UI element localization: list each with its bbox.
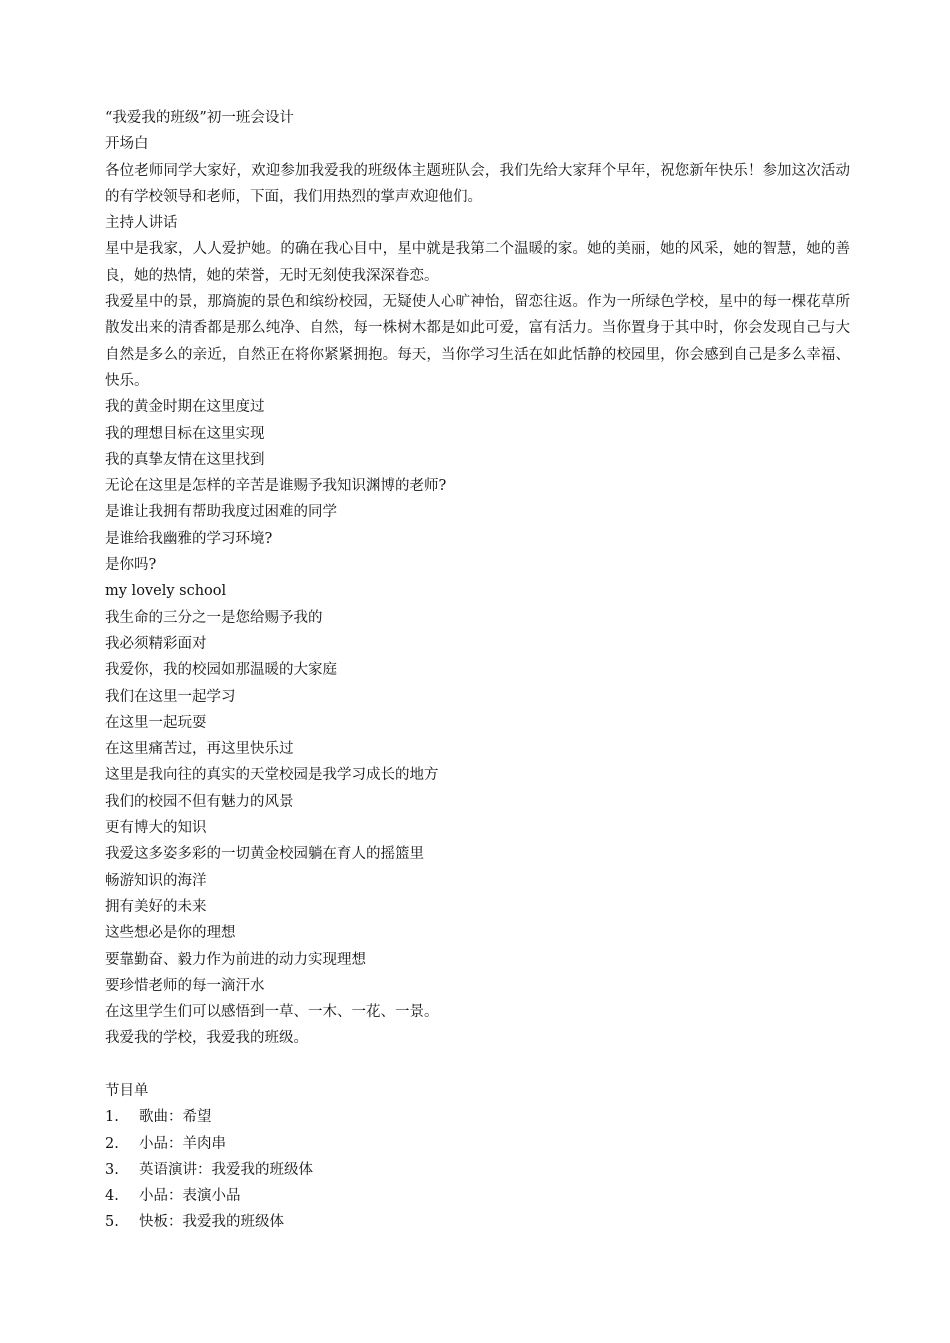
poem-line: 我们在这里一起学习: [105, 688, 236, 705]
poem-line: 在这里学生们可以感悟到一草、一木、一花、一景。: [105, 1004, 439, 1021]
poem-line: 更有博大的知识: [105, 820, 207, 837]
poem-line: 畅游知识的海洋: [105, 872, 207, 889]
program-item-text: 快板：我爱我的班级体: [139, 1214, 284, 1231]
poem: [105, 394, 850, 1051]
program-list: [105, 1104, 850, 1235]
program-item-text: 歌曲：希望: [139, 1109, 212, 1126]
poem-line: 是你吗?: [105, 557, 157, 574]
poem-line: 我必须精彩面对: [105, 635, 207, 652]
poem-line: 我爱我的学校，我爱我的班级。: [105, 1030, 308, 1047]
poem-line: 我爱你，我的校园如那温暖的大家庭: [105, 662, 337, 679]
poem-line: 要靠勤奋、毅力作为前进的动力实现理想: [105, 951, 366, 968]
poem-line: 我们的校园不但有魅力的风景: [105, 793, 294, 810]
program-item: [105, 1131, 850, 1157]
poem-line: 是谁给我幽雅的学习环境?: [105, 530, 273, 547]
host-heading: 主持人讲话: [105, 215, 178, 232]
poem-line: 我的黄金时期在这里度过: [105, 399, 265, 416]
blank-line: [105, 1052, 850, 1078]
host-paragraph-2: 我爱星中的景，那旖旎的景色和缤纷校园，无疑使人心旷神怡，留恋往返。作为一所绿色学校，星中的每一棵花草所散发出来的清香都是那么纯净、自然，每一株树木都是如此可爱，富有活力。当你置身于其中时，你会发现自己与大自然是多么的亲近，自然正在将你紧紧拥抱。每天，当你学习生活在如此恬静的校园里，你会感到自己是多么幸福、快乐。: [105, 294, 850, 389]
program-heading: 节目单: [105, 1082, 149, 1099]
program-item-number: 5.: [105, 1214, 119, 1231]
program-item-text: 小品：表演小品: [139, 1188, 241, 1205]
poem-line: 在这里一起玩耍: [105, 714, 207, 731]
program-item: [105, 1104, 850, 1130]
program-item: [105, 1209, 850, 1235]
poem-line: 是谁让我拥有帮助我度过困难的同学: [105, 504, 337, 521]
program-item-number: 1.: [105, 1109, 119, 1126]
program-item-text: 英语演讲：我爱我的班级体: [139, 1161, 313, 1178]
poem-line: my lovely school: [105, 583, 227, 600]
poem-line: 要珍惜老师的每一滴汗水: [105, 977, 265, 994]
program-item-number: 3.: [105, 1161, 119, 1178]
poem-line: 在这里痛苦过，再这里快乐过: [105, 741, 294, 758]
document-body: [105, 105, 850, 1236]
poem-line: 无论在这里是怎样的辛苦是谁赐予我知识渊博的老师?: [105, 478, 447, 495]
opening-heading: 开场白: [105, 136, 149, 153]
opening-text: 各位老师同学大家好，欢迎参加我爱我的班级体主题班队会，我们先给大家拜个早年，祝您新年快乐！参加这次活动的有学校领导和老师，下面，我们用热烈的掌声欢迎他们。: [105, 162, 850, 205]
program-item: [105, 1157, 850, 1183]
poem-line: 这些想必是你的理想: [105, 925, 236, 942]
poem-line: 我的理想目标在这里实现: [105, 425, 265, 442]
poem-line: 这里是我向往的真实的天堂校园是我学习成长的地方: [105, 767, 439, 784]
poem-line: 拥有美好的未来: [105, 898, 207, 915]
program-item-text: 小品：羊肉串: [139, 1135, 226, 1152]
poem-line: 我生命的三分之一是您给赐予我的: [105, 609, 323, 626]
poem-line: 我爱这多姿多彩的一切黄金校园躺在育人的摇篮里: [105, 846, 424, 863]
host-paragraph-1: 星中是我家，人人爱护她。的确在我心目中，星中就是我第二个温暖的家。她的美丽，她的风采，她的智慧，她的善良，她的热情，她的荣誉，无时无刻使我深深眷恋。: [105, 241, 850, 284]
poem-line: 我的真挚友情在这里找到: [105, 451, 265, 468]
document-title: “我爱我的班级”初一班会设计: [105, 110, 294, 126]
program-item-number: 2.: [105, 1135, 119, 1152]
program-item-number: 4.: [105, 1188, 119, 1205]
program-item: [105, 1183, 850, 1209]
